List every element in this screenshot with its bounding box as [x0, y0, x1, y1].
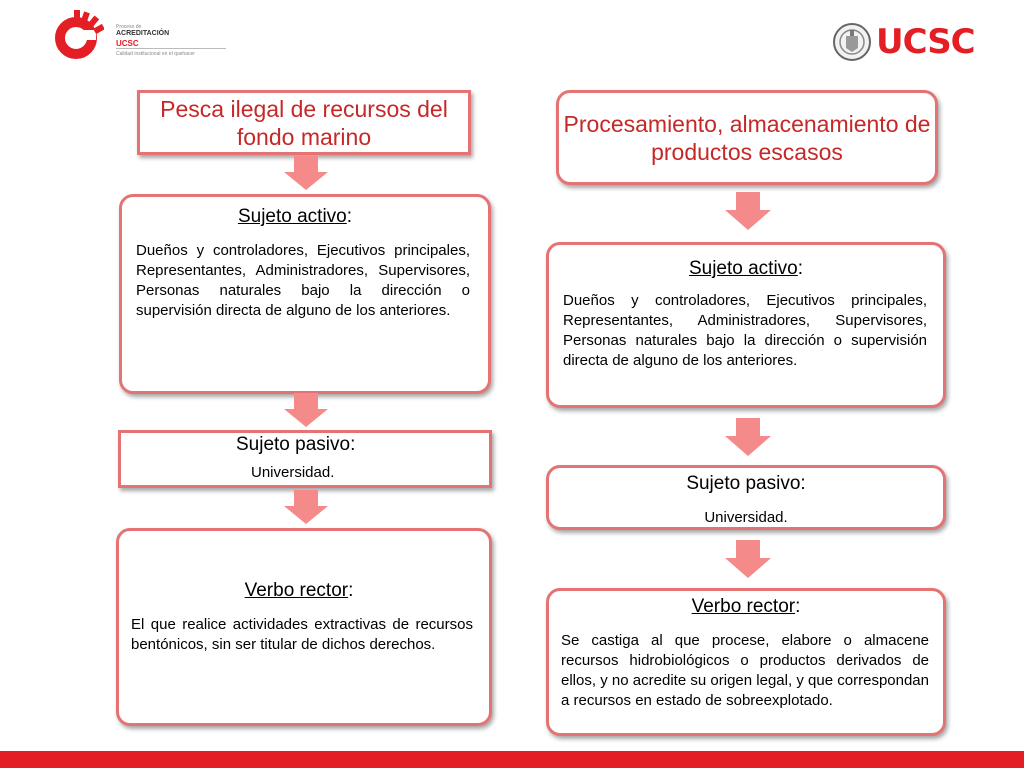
left-sujeto-pasivo-box [118, 430, 492, 488]
right-sujeto-activo-box [546, 242, 946, 408]
right-verbo-rector-box [546, 588, 946, 736]
right-title: Procesamiento, almacenamiento de productos escasos [563, 110, 931, 165]
left-verbo-rector-heading: Verbo rector: [244, 580, 354, 601]
left-arrow-2-icon [284, 393, 328, 427]
left-title: Pesca ilegal de recursos del fondo marino [160, 95, 448, 150]
left-arrow-3-icon [284, 490, 328, 524]
logo-divider [116, 48, 226, 49]
footer-accent-bar [0, 751, 1024, 768]
left-sujeto-activo-body: Dueños y controladores, Ejecutivos principales, Representantes, Administradores, Supervisores, Personas naturales bajo la dirección o supervisión directa de alguno de los anteriores. [136, 242, 470, 319]
left-verbo-rector-box [116, 528, 492, 726]
acreditacion-logo [52, 10, 232, 66]
logo-subtitle: UCSC [116, 39, 139, 48]
left-arrow-1-icon [284, 156, 328, 190]
right-sujeto-activo-body: Dueños y controladores, Ejecutivos principales, Representantes, Administradores, Supervisores, Personas naturales bajo la dirección o supervisión directa de alguno de los anteriores. [563, 292, 927, 369]
ucsc-wordmark: UCSC [876, 22, 975, 62]
left-verbo-rector-body: El que realice actividades extractivas de recursos bentónicos, sin ser titular de dichos derechos. [131, 616, 473, 653]
right-verbo-rector-heading: Verbo rector: [691, 596, 801, 617]
left-sujeto-pasivo-body: Universidad. [251, 464, 335, 481]
right-sujeto-activo-heading: Sujeto activo: [688, 258, 804, 279]
left-sujeto-activo-heading: Sujeto activo: [237, 206, 353, 227]
logo-title: ACREDITACIÓN [116, 30, 170, 37]
right-title-box [556, 90, 938, 185]
right-arrow-1-icon [725, 192, 771, 230]
right-arrow-2-icon [725, 418, 771, 456]
logo-small-text: Proceso de [116, 24, 142, 30]
left-sujeto-pasivo-heading: Sujeto pasivo: [236, 434, 356, 455]
left-title-box [137, 90, 471, 155]
logo-tagline: Calidad institucional en el quehacer [116, 51, 195, 57]
left-sujeto-activo-box [119, 194, 491, 394]
university-seal-icon [832, 20, 872, 64]
ucsc-logo [832, 20, 975, 64]
right-sujeto-pasivo-heading: Sujeto pasivo: [686, 473, 806, 494]
right-sujeto-pasivo-body: Universidad. [704, 509, 788, 526]
right-verbo-rector-body: Se castiga al que procese, elabore o almacene recursos hidrobiológicos o productos derivados de ellos, y no acredite su origen legal, y que correspondan a recursos en estado de sobreexplotado. [561, 632, 929, 709]
right-arrow-3-icon [725, 540, 771, 578]
right-sujeto-pasivo-box [546, 465, 946, 530]
acreditacion-mark-icon [52, 10, 104, 62]
